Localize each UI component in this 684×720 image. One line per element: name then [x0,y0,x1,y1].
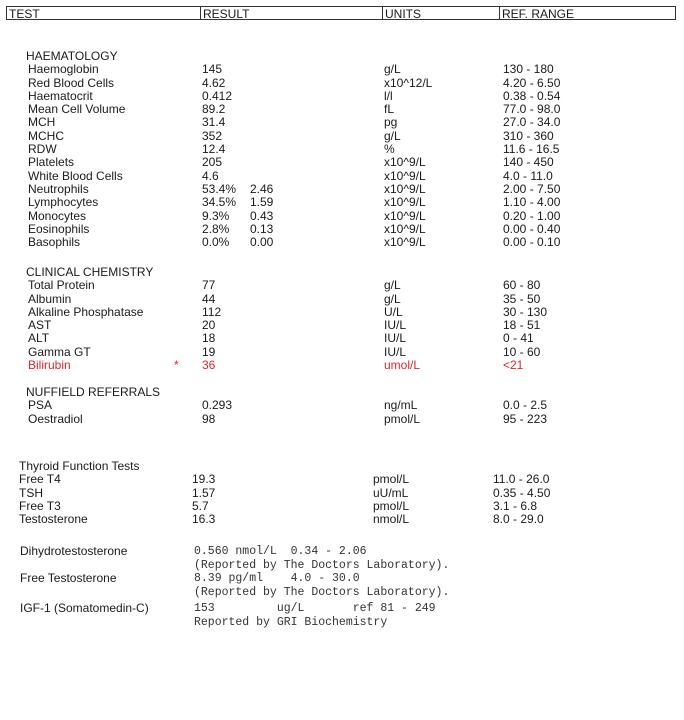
section-title: Thyroid Function Tests [19,459,140,473]
units: x10^9/L [384,181,426,196]
result-value: 145 [202,62,223,77]
test-name: Lymphocytes [28,195,99,210]
ref-range: 0.20 - 1.00 [503,208,561,223]
ref-range: 2.00 - 7.50 [503,181,561,196]
table-row [19,487,659,500]
result-value: 36 [202,358,216,373]
result-value: 18 [202,331,216,346]
units: pmol/L [384,411,421,426]
result-value: 5.7 [192,498,209,513]
units: fL [384,102,395,117]
result-value: 19 [202,344,216,359]
result-value: 12.4 [202,142,226,157]
units: pmol/L [373,498,410,513]
table-row [26,210,666,223]
units: uU/mL [373,485,409,500]
test-name: Haematocrit [28,88,93,103]
test-name: RDW [28,142,57,157]
ref-range: 0 - 41 [503,331,534,346]
ref-range: 11.0 - 26.0 [493,472,550,487]
test-name: White Blood Cells [28,168,123,183]
ref-range: 10 - 60 [503,344,541,359]
ref-range: 1.10 - 4.00 [503,195,561,210]
result-absolute-value: 0.43 [250,208,274,223]
result-value: 0.0% [202,235,230,250]
table-row [26,332,666,345]
table-row [19,513,659,526]
result-value: 77 [202,278,216,293]
test-name: Platelets [28,155,75,170]
test-name: MCHC [28,128,64,143]
ref-range: 0.38 - 0.54 [503,88,561,103]
ref-range: 8.0 - 29.0 [493,512,544,527]
test-name: Monocytes [28,208,87,223]
units: x10^9/L [384,195,426,210]
free-testosterone-label: Free Testosterone [20,571,117,585]
result-absolute-value: 0.00 [250,235,274,250]
header-ref-range: REF. RANGE [499,6,676,20]
table-row [26,236,666,249]
units: IU/L [384,344,407,359]
thyroid-section [19,460,659,526]
result-value: 19.3 [192,472,216,487]
table-row [26,130,666,143]
test-name: ALT [28,331,50,346]
table-row [26,413,666,426]
table-row [26,279,666,292]
result-value: 0.293 [202,398,233,413]
ref-range: 77.0 - 98.0 [503,102,561,117]
test-name: Gamma GT [28,344,91,359]
result-absolute-value: 0.13 [250,221,274,236]
abnormal-flag: * [174,358,179,373]
result-value: 112 [202,304,222,319]
ref-range: 0.0 - 2.5 [503,398,548,413]
ref-range: <21 [503,358,524,373]
units: x10^9/L [384,155,426,170]
igf1-reported: Reported by GRI Biochemistry [194,616,388,629]
section-title: CLINICAL CHEMISTRY [26,265,154,279]
units: % [384,142,395,157]
ref-range: 35 - 50 [503,291,541,306]
free-testosterone-result: 8.39 pg/ml 4.0 - 30.0 [194,572,360,585]
ref-range: 130 - 180 [503,62,554,77]
table-row [26,90,666,103]
table-row [26,293,666,306]
ref-range: 27.0 - 34.0 [503,115,561,130]
ref-range: 95 - 223 [503,411,548,426]
section-title: HAEMATOLOGY [26,49,118,63]
test-name: AST [28,318,52,333]
units: x10^9/L [384,235,426,250]
result-value: 31.4 [202,115,226,130]
table-row [26,319,666,332]
units: ng/mL [384,398,418,413]
table-row [26,223,666,236]
result-value: 9.3% [202,208,230,223]
haematology-section [26,50,666,249]
header-units: UNITS [382,6,499,20]
clinical-chemistry-section [26,266,666,372]
units: x10^12/L [384,75,433,90]
result-value: 352 [202,128,223,143]
units: g/L [384,278,401,293]
ref-range: 4.0 - 11.0 [503,168,553,183]
ref-range: 30 - 130 [503,304,548,319]
result-value: 34.5% [202,195,237,210]
units: x10^9/L [384,208,426,223]
units: g/L [384,62,401,77]
ref-range: 310 - 360 [503,128,554,143]
units: IU/L [384,318,407,333]
result-value: 16.3 [192,512,216,527]
nuffield-referrals-section [26,386,666,426]
test-name: Bilirubin [28,358,71,373]
table-row [19,473,659,486]
result-value: 205 [202,155,223,170]
test-name: Oestradiol [28,411,83,426]
test-name: Basophils [28,235,81,250]
ref-range: 60 - 80 [503,278,541,293]
table-row [19,500,659,513]
test-name: Free T3 [19,498,61,513]
test-name: Eosinophils [28,221,90,236]
units: IU/L [384,331,407,346]
units: U/L [384,304,403,319]
table-row [26,156,666,169]
result-value: 4.62 [202,75,226,90]
result-value: 20 [202,318,216,333]
table-row [26,170,666,183]
test-name: Red Blood Cells [28,75,115,90]
units: x10^9/L [384,221,426,236]
ref-range: 140 - 450 [503,155,554,170]
igf1-result: 153 ug/L ref 81 - 249 [194,602,436,615]
igf1-label: IGF-1 (Somatomedin-C) [20,601,149,615]
table-row [26,116,666,129]
units: pmol/L [373,472,410,487]
units: g/L [384,128,401,143]
result-value: 2.8% [202,221,230,236]
table-row [26,346,666,359]
test-name: Alkaline Phosphatase [28,304,144,319]
units: umol/L [384,358,421,373]
table-row [26,359,666,372]
ref-range: 11.6 - 16.5 [503,142,560,157]
ref-range: 18 - 51 [503,318,541,333]
dht-reported: (Reported by The Doctors Laboratory). [194,559,450,572]
result-value: 44 [202,291,216,306]
test-name: Albumin [28,291,72,306]
test-name: Free T4 [19,472,61,487]
units: pg [384,115,398,130]
table-row [26,77,666,90]
table-row [26,183,666,196]
units: x10^9/L [384,168,426,183]
table-row [26,103,666,116]
result-value: 1.57 [192,485,216,500]
result-value: 98 [202,411,216,426]
header-test: TEST [6,6,200,20]
result-absolute-value: 1.59 [250,195,274,210]
table-row [26,143,666,156]
test-name: TSH [19,485,43,500]
free-testosterone-reported: (Reported by The Doctors Laboratory). [194,586,450,599]
table-header [6,6,676,21]
ref-range: 0.00 - 0.40 [503,221,561,236]
dht-result: 0.560 nmol/L 0.34 - 2.06 [194,545,367,558]
ref-range: 3.1 - 6.8 [493,498,538,513]
test-name: PSA [28,398,53,413]
ref-range: 4.20 - 6.50 [503,75,561,90]
table-row [26,196,666,209]
test-name: Mean Cell Volume [28,102,126,117]
table-row [26,306,666,319]
table-row [26,399,666,412]
test-name: Testosterone [19,512,88,527]
result-absolute-value: 2.46 [250,181,274,196]
units: g/L [384,291,401,306]
test-name: Haemoglobin [28,62,99,77]
result-value: 4.6 [202,168,219,183]
header-result: RESULT [200,6,382,20]
result-value: 53.4% [202,181,237,196]
test-name: Total Protein [28,278,95,293]
units: nmol/L [373,512,410,527]
section-title: NUFFIELD REFERRALS [26,385,161,399]
test-name: MCH [28,115,56,130]
units: l/l [384,88,393,103]
result-value: 0.412 [202,88,233,103]
result-value: 89.2 [202,102,226,117]
dht-label: Dihydrotestosterone [20,544,128,558]
ref-range: 0.35 - 4.50 [493,485,551,500]
test-name: Neutrophils [28,181,89,196]
ref-range: 0.00 - 0.10 [503,235,561,250]
table-row [26,63,666,76]
